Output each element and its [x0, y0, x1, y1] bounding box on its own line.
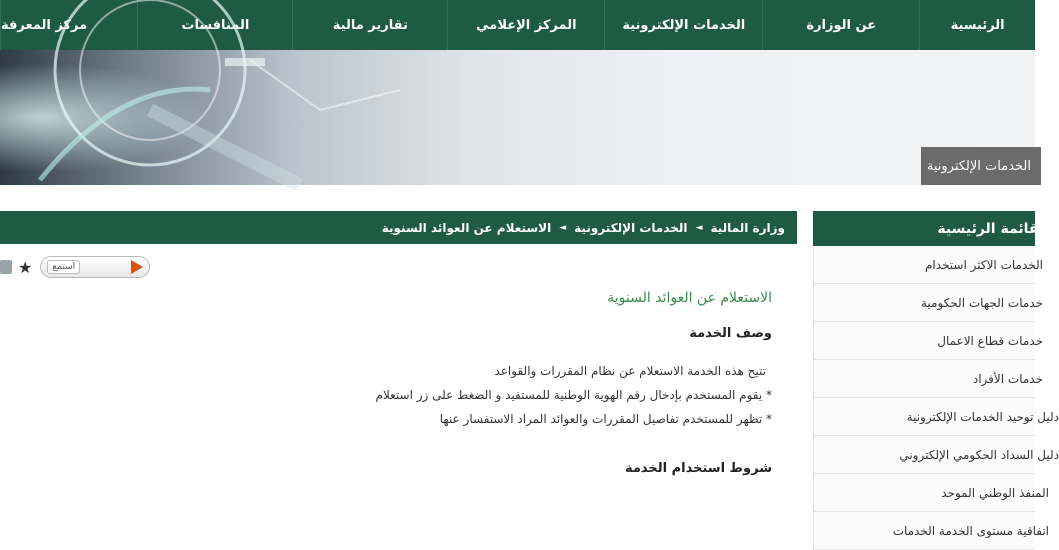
sidebar-item-individuals[interactable]: [814, 360, 1043, 398]
sidebar-item-government[interactable]: [814, 284, 1043, 322]
sidebar-item-label: الخدمات الاكثر استخدام: [925, 257, 1043, 272]
sidebar-title: [813, 211, 1049, 246]
breadcrumb: [0, 211, 797, 244]
favorite-star-icon[interactable]: ★: [18, 257, 33, 277]
hero-banner: [0, 50, 1035, 185]
sidebar-item-label: دليل السداد الحكومي الإلكتروني: [899, 447, 1059, 462]
sidebar-item-label: المنفذ الوطني الموحد: [941, 485, 1049, 500]
sidebar-item-business[interactable]: [814, 322, 1043, 360]
sidebar-list: [813, 246, 1059, 550]
sidebar-item-label: دليل توحيد الخدمات الإلكترونية: [906, 409, 1059, 424]
breadcrumb-item-current: الاستعلام عن العوائد السنوية: [381, 220, 552, 235]
nav-item-media-center[interactable]: المركز الإعلامي: [447, 0, 604, 50]
nav-item-knowledge-center[interactable]: مركز المعرفة: [0, 0, 137, 50]
nav-item-about[interactable]: عن الوزارة: [762, 0, 919, 50]
main-content: [0, 290, 772, 476]
sidebar-item-label: خدمات الأفراد: [972, 371, 1043, 386]
page-title: الاستعلام عن العوائد السنوية: [607, 290, 772, 306]
sidebar-item-unified-guide[interactable]: [814, 398, 1059, 436]
service-description-heading: وصف الخدمة: [689, 326, 772, 341]
print-icon[interactable]: [0, 260, 12, 274]
description-line: * تظهر للمستخدم تفاصيل المقررات والعوائد المراد الاستفسار عنها: [439, 412, 772, 426]
banner-section-tag: الخدمات الإلكترونية: [921, 147, 1041, 185]
listen-label: استمع: [47, 260, 80, 274]
page-tools: [0, 255, 150, 279]
banner-graphic: [0, 50, 1035, 185]
play-icon[interactable]: [131, 260, 143, 274]
description-line: تتيح هذه الخدمة الاستعلام عن نظام المقررات والقواعد: [494, 364, 766, 378]
breadcrumb-separator-icon: ◄: [695, 222, 703, 233]
terms-heading: شروط استخدام الخدمة: [624, 461, 772, 476]
sidebar-item-most-used[interactable]: [814, 246, 1043, 284]
sidebar-item-payment-guide[interactable]: [814, 436, 1059, 474]
sidebar-item-label: خدمات الجهات الحكومية: [921, 295, 1043, 310]
sidebar-item-label: اتفاقية مستوى الخدمة الخدمات: [892, 523, 1049, 538]
listen-button[interactable]: [40, 256, 150, 278]
nav-item-tenders[interactable]: المنافسات: [137, 0, 292, 50]
nav-item-home[interactable]: الرئيسية: [919, 0, 1035, 50]
nav-item-financial-reports[interactable]: تقارير مالية: [292, 0, 447, 50]
breadcrumb-separator-icon: ◄: [559, 222, 567, 233]
nav-item-e-services[interactable]: الخدمات الإلكترونية: [604, 0, 762, 50]
top-navigation: [0, 0, 1035, 50]
breadcrumb-item-ministry[interactable]: وزارة المالية: [710, 220, 785, 235]
sidebar-menu: [813, 211, 1059, 550]
sidebar-item-label: خدمات قطاع الاعمال: [937, 333, 1043, 348]
sidebar-item-sla[interactable]: [814, 512, 1049, 550]
description-line: * يقوم المستخدم بإدخال رقم الهوية الوطنية للمستفيد و الضغط على زر استعلام: [375, 388, 772, 402]
sidebar-item-national-portal[interactable]: [814, 474, 1049, 512]
sidebar-title-text: القائمة الرئيسية: [937, 220, 1049, 237]
breadcrumb-item-e-services[interactable]: الخدمات الإلكترونية: [574, 220, 688, 235]
